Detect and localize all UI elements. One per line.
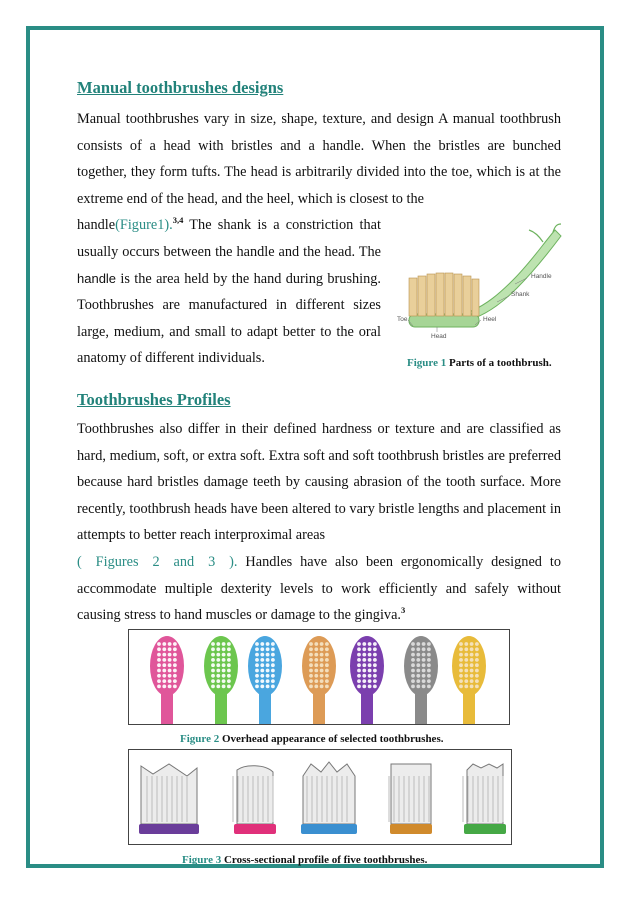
figure2-label: Figure 2 <box>180 733 220 745</box>
toothbrush-head-6 <box>404 636 438 724</box>
toothbrush-head-3 <box>248 636 282 724</box>
wrapped-rest: The shank is a constriction that usually occurs between the handle and the head. The <box>77 217 381 260</box>
paragraph-profiles <box>77 416 561 629</box>
paragraph-profiles-end <box>77 549 561 629</box>
toothbrush-profile-3 <box>301 762 357 834</box>
paragraph-profiles-main: Toothbrushes also differ in their defined hardness or texture and are classified as hard, medium, soft, or extra soft. Extra soft and soft toothbrush bristles are preferred because hard bristles damage teeth by causing abrasion of the tooth surface. More recently, toothbrush heads have been altered to vary bristle lengths and placement in attempts to better reach interproximal areas <box>77 421 561 544</box>
label-shank: Shank <box>511 291 530 298</box>
toothbrush-parts-illustration <box>393 222 563 347</box>
figure1-caption <box>407 357 552 369</box>
toothbrush-head-7 <box>452 636 486 724</box>
figure2-image-box <box>128 629 510 725</box>
section-title-manual-designs: Manual toothbrushes designs <box>77 78 284 97</box>
section-title-profiles: Toothbrushes Profiles <box>77 390 231 409</box>
toothbrush-head-4 <box>302 636 336 724</box>
wrapped-end: is the area held by the hand during brushing. Toothbrushes are manufactured in different sizes large, medium, and small to adapt better to the oral anatomy of different individuals. <box>77 270 381 367</box>
profiles-end-text: Handles have also been ergonomically designed to accommodate multiple dexterity levels to work efficiently and safely without causing stress to hand muscles or damage to the gingiva. <box>77 553 561 624</box>
label-toe: Toe <box>397 316 408 323</box>
toothbrush-profile-5 <box>463 764 506 834</box>
toothbrush-profile-4 <box>389 764 432 834</box>
wrapped-start: handle <box>77 217 116 234</box>
figure1-label: Figure 1 <box>407 357 447 369</box>
handle-term: handle <box>77 270 117 286</box>
toothbrush-head-2 <box>204 636 238 724</box>
figure2-caption <box>180 733 443 745</box>
toothbrush-profile-2 <box>233 766 276 834</box>
citation-superscript: 3,4 <box>172 215 184 226</box>
toothbrush-head-1 <box>150 636 184 724</box>
citation-superscript-3: 3 <box>401 605 406 616</box>
label-head: Head <box>431 333 447 340</box>
toothbrush-head-5 <box>350 636 384 724</box>
toothbrush-profile-1 <box>139 764 199 834</box>
figure3-image-box <box>128 749 512 845</box>
figure3-label: Figure 3 <box>182 854 222 866</box>
figure2-toothbrush-heads <box>129 630 509 724</box>
figure3-caption-text: Cross-sectional profile of five toothbrushes. <box>221 854 428 866</box>
figure2-caption-text: Overhead appearance of selected toothbrushes. <box>219 733 444 745</box>
label-handle: Handle <box>531 273 552 280</box>
figures-2-3-reference-link[interactable]: ( Figures 2 and 3 ). <box>77 553 238 570</box>
label-heel: Heel <box>483 316 497 323</box>
paragraph-full-width: Manual toothbrushes vary in size, shape, texture, and design A manual toothbrush consists of a head with bristles and a handle. When the bristles are bunched together, they form tufts. The head is arbitrarily divided into the toe, which is at the extreme end of the head, and the heel, which is closest to the <box>77 111 561 207</box>
toothbrush-head-bristles <box>409 273 479 327</box>
figure3-caption <box>182 854 427 866</box>
figure1-caption-text: Parts of a toothbrush. <box>446 357 552 369</box>
paragraph-wrapped-text <box>77 212 381 372</box>
figure1-reference-link[interactable]: (Figure1). <box>115 217 173 234</box>
figure3-toothbrush-profiles <box>129 750 511 844</box>
